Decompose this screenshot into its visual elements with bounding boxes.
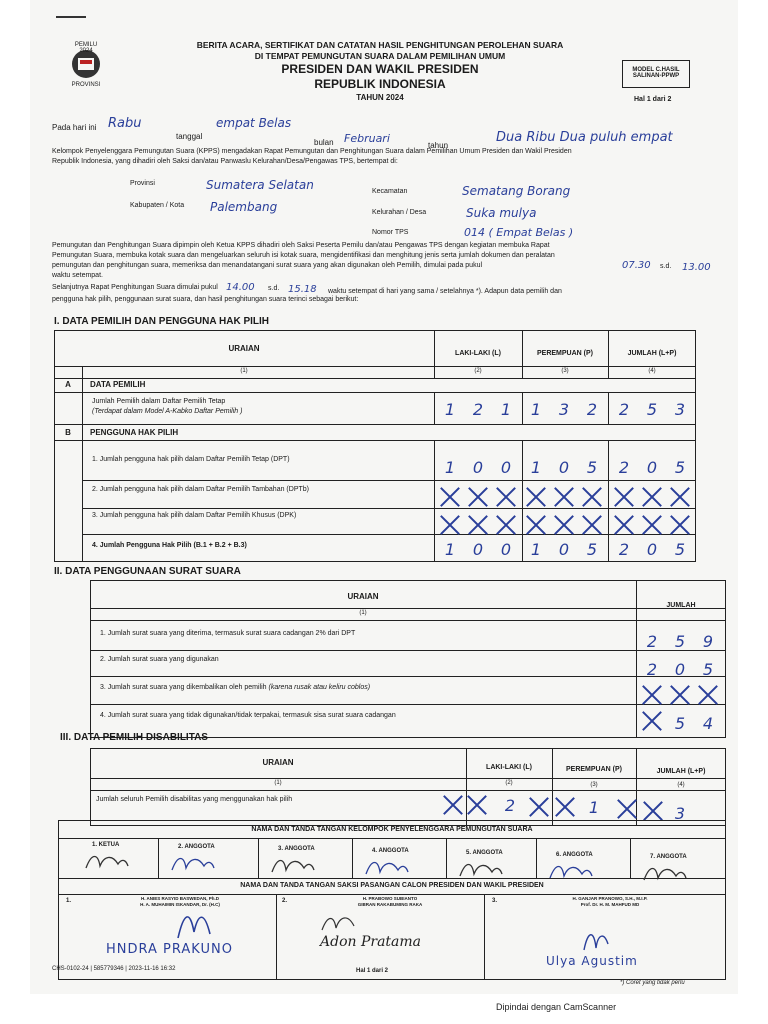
saksi-2-signature-icon (320, 912, 360, 934)
s2-cross-3 (697, 684, 719, 706)
title-line-5: TAHUN 2024 (356, 93, 404, 102)
provinsi-value: Sumatera Selatan (206, 178, 314, 192)
row-b1-digit-8: 0 (646, 458, 658, 477)
row-b1-digit-6: 5 (586, 458, 598, 477)
row-b3-cross-9 (669, 514, 691, 536)
row-b2-cross-5 (553, 486, 575, 508)
saksi-title: NAMA DAN TANDA TANGAN SAKSI PASANGAN CALON PRESIDEN DAN WAKIL PRESIDEN (240, 882, 544, 889)
row-b2-text: 2. Jumlah pengguna hak pilih dalam Daftar Pemilih Tambahan (DPTb) (92, 486, 309, 493)
row-b1-digit-9: 5 (674, 458, 686, 477)
hari-value: Rabu (108, 116, 142, 131)
row-a-text-2: (Terdapat dalam Model A-Kabko Daftar Pemilih ) (92, 408, 243, 415)
saksi-3-pair-a: H. GANJAR PRANOWO, S.H., M.I.P. (572, 896, 648, 901)
kpps-column-divider-4 (446, 838, 447, 878)
kpps-signature-icon-2 (168, 852, 218, 876)
row-b-letter: B (65, 428, 71, 437)
kpps-signature-icon-1 (82, 850, 132, 874)
row-b2-cross-6 (581, 486, 603, 508)
s2-row-1-digit-3: 9 (702, 632, 714, 651)
kelurahan-value: Suka mulya (466, 206, 537, 220)
s2-row-3-italic: (karena rusak atau keliru coblos) (268, 684, 371, 691)
time-end-2: 15.18 (288, 284, 317, 295)
saksi-3-signature-icon (580, 928, 610, 954)
saksi-2-num: 2. (282, 898, 288, 904)
body-p1: Pemungutan dan Penghitungan Suara dipimpin oleh Ketua KPPS dihadiri oleh Saksi Peserta Pemilu dan/atau Pengawas TPS dengan kegiatan membuka Rapat (52, 242, 550, 249)
kpps-signature-icon-6 (546, 860, 596, 884)
intro-para-2: Republik Indonesia, yang dihadiri oleh Saksi dan/atau Panwaslu Kelurahan/Desa/Pengawas TPS, bertempat di: (52, 158, 398, 165)
s1-laki-header: LAKI-LAKI (L) (455, 350, 501, 357)
time-end-1: 13.00 (682, 262, 711, 273)
model-line-1: MODEL C.HASIL (632, 67, 680, 73)
row-a-digit-9: 3 (674, 400, 686, 419)
row-b1-digit-1: 1 (444, 458, 456, 477)
saksi-1-pair-a: H. ANIES RASYID BASWEDAN, Ph.D (140, 896, 220, 901)
body-p4: waktu setempat. (52, 272, 103, 279)
s3-j-cross-2 (642, 800, 664, 822)
s3-p-cross-2 (554, 796, 576, 818)
saksi-1-name: HNDRA PRAKUNO (106, 942, 233, 957)
body-p2: Pemungutan Suara, membuka kotak suara dan mengeluarkan seluruh isi kotak suara, mengidentifikasi dan menghitung jenis serta jumlah dokumen dan peralatan (52, 252, 555, 259)
row-a-digit-7: 2 (618, 400, 630, 419)
top-dash (56, 16, 86, 18)
kpps-signature-icon-4 (362, 856, 412, 880)
model-box (622, 60, 690, 88)
row-b2-cross-7 (613, 486, 635, 508)
kpps-column-divider-5 (536, 838, 537, 878)
s3-col-1: (1) (274, 780, 282, 786)
row-b2-cross-3 (495, 486, 517, 508)
sd-1: s.d. (660, 263, 672, 270)
row-b1-digit-2: 0 (472, 458, 484, 477)
row-b4-digit-8: 0 (646, 540, 658, 559)
s2-row-4: 4. Jumlah surat suara yang tidak digunakan/tidak terpakai, termasuk sisa surat suara cadangan (100, 712, 396, 719)
row-b3-cross-4 (525, 514, 547, 536)
title-line-1: BERITA ACARA, SERTIFIKAT DAN CATATAN HASIL PENGHITUNGAN PEROLEHAN SUARA (196, 40, 564, 50)
s2-row-2-digit-1: 2 (646, 660, 658, 679)
footer-page: Hal 1 dari 2 (356, 968, 389, 974)
row-b2-cross-1 (439, 486, 461, 508)
row-a-title: DATA PEMILIH (90, 380, 146, 389)
kabkota-label: Kabupaten / Kota (130, 202, 185, 209)
row-b4-text: 4. Jumlah Pengguna Hak Pilih (B.1 + B.2 + B.3) (92, 542, 247, 549)
title-line-4: REPUBLIK INDONESIA (314, 77, 446, 91)
kpps-signature-icon-3 (268, 854, 318, 878)
s2-row-3 (100, 684, 370, 691)
row-b4-digit-1: 1 (444, 540, 456, 559)
kecamatan-value: Sematang Borang (462, 184, 571, 198)
s2-row-4-digit-2: 4 (702, 714, 714, 733)
row-b1-digit-4: 1 (530, 458, 542, 477)
s3-l-cross-1 (442, 794, 464, 816)
s2-row-2-digit-3: 5 (702, 660, 714, 679)
row-b3-cross-1 (439, 514, 461, 536)
s1-uraian-header: URAIAN (228, 344, 260, 353)
form-sheet (30, 0, 738, 994)
section-1-title: I. DATA PEMILIH DAN PENGGUNA HAK PILIH (54, 316, 269, 327)
kpps-member-label-6: 6. ANGGOTA (556, 852, 593, 858)
row-a-digit-8: 5 (646, 400, 658, 419)
tanggal-value: empat Belas (216, 116, 292, 130)
kpps-column-divider-1 (158, 838, 159, 878)
kpps-column-divider-3 (352, 838, 353, 878)
kpps-member-label-4: 4. ANGGOTA (372, 848, 409, 854)
title-line-3: PRESIDEN DAN WAKIL PRESIDEN (281, 62, 479, 76)
row-b4-digit-3: 0 (500, 540, 512, 559)
row-b3-text: 3. Jumlah pengguna hak pilih dalam Daftar Pemilih Khusus (DPK) (92, 512, 297, 519)
kpps-title: NAMA DAN TANDA TANGAN KELOMPOK PENYELENGGARA PEMUNGUTAN SUARA (251, 826, 533, 833)
s3-uraian-header: URAIAN (262, 758, 294, 767)
row-a-text: Jumlah Pemilih dalam Daftar Pemilih Tetap (92, 398, 226, 405)
section-3-title: III. DATA PEMILIH DISABILITAS (60, 732, 208, 743)
s1-jumlah-header: JUMLAH (L+P) (627, 350, 677, 357)
kelurahan-label: Kelurahan / Desa (372, 209, 427, 216)
logo-sub: PROVINSI (71, 82, 101, 88)
s1-perempuan-header: PEREMPUAN (P) (536, 350, 593, 357)
s2-row-3-text: 3. Jumlah surat suara yang dikembalikan oleh pemilih (100, 684, 267, 691)
saksi-3-num: 3. (492, 898, 498, 904)
tahun-value: Dua Ribu Dua puluh empat (496, 130, 673, 145)
row-b2-cross-4 (525, 486, 547, 508)
row-a-digit-3: 1 (500, 400, 512, 419)
row-b3-cross-5 (553, 514, 575, 536)
time-start-1: 07.30 (622, 260, 651, 271)
s3-j-value: 3 (674, 804, 686, 823)
row-b4-digit-2: 0 (472, 540, 484, 559)
row-b3-cross-8 (641, 514, 663, 536)
s3-laki-header: LAKI-LAKI (L) (486, 764, 532, 771)
s2-cross-1 (641, 684, 663, 706)
s1-col-2: (2) (474, 368, 482, 374)
kecamatan-label: Kecamatan (372, 188, 408, 195)
tps-label: Nomor TPS (372, 229, 409, 236)
kpps-member-label-3: 3. ANGGOTA (278, 846, 315, 852)
model-line-2: SALINAN-PPWP (632, 73, 680, 79)
kabkota-value: Palembang (210, 200, 278, 214)
s3-jumlah-header: JUMLAH (L+P) (656, 768, 706, 775)
saksi-1-signature-icon (170, 904, 220, 944)
saksi-2-pair-b: GIBRAN RAKABUMING RAKA (357, 902, 423, 907)
saksi-1-num: 1. (66, 898, 72, 904)
kpps-column-divider-6 (630, 838, 631, 878)
row-b1-text: 1. Jumlah pengguna hak pilih dalam Daftar Pemilih Tetap (DPT) (92, 456, 290, 463)
saksi-1-pair-b: H. A. MUHAIMIN ISKANDAR, Dr. (H.C) (140, 902, 220, 907)
time-start-2: 14.00 (226, 282, 255, 293)
title-line-2: DI TEMPAT PEMUNGUTAN SUARA DALAM PEMILIHAN UMUM (254, 51, 506, 61)
s2-row-2: 2. Jumlah surat suara yang digunakan (100, 656, 219, 663)
logo-text: PEMILU 2024 (74, 42, 98, 54)
footer-code: CHS-0102-24 | 585779346 | 2023-11-16 16:32 (52, 966, 176, 972)
s3-l-cross-2 (466, 794, 488, 816)
sd-2: s.d. (268, 285, 280, 292)
saksi-2-name: Adon Pratama (320, 934, 422, 950)
tanggal-label: tanggal (176, 132, 203, 141)
saksi-2-pair-a: H. PRABOWO SUBIANTO (362, 896, 418, 901)
s3-p-cross-1 (528, 796, 550, 818)
tps-value: 014 ( Empat Belas ) (464, 226, 574, 239)
row-b4-digit-4: 1 (530, 540, 542, 559)
s2-uraian-header: URAIAN (347, 592, 379, 601)
kpps-column-divider-2 (258, 838, 259, 878)
section-2-title: II. DATA PENGGUNAAN SURAT SUARA (54, 566, 241, 577)
row-a-digit-1: 1 (444, 400, 456, 419)
s3-col-4: (4) (677, 782, 685, 788)
s2-row-1: 1. Jumlah surat suara yang diterima, termasuk surat suara cadangan 2% dari DPT (100, 630, 356, 637)
row-b1-digit-3: 0 (500, 458, 512, 477)
s1-col-4: (4) (648, 368, 656, 374)
row-b3-cross-6 (581, 514, 603, 536)
s1-col-1: (1) (240, 368, 248, 374)
camscanner-watermark: Dipindai dengan CamScanner (496, 1002, 617, 1012)
kpps-member-label-5: 5. ANGGOTA (466, 850, 503, 856)
row-a-digit-5: 3 (558, 400, 570, 419)
row-b4-digit-6: 5 (586, 540, 598, 559)
pada-hari-ini-label: Pada hari ini (52, 123, 97, 132)
kpps-member-label-7: 7. ANGGOTA (650, 854, 687, 860)
row-a-digit-4: 1 (530, 400, 542, 419)
s2-row-1-digit-2: 5 (674, 632, 686, 651)
provinsi-label: Provinsi (130, 180, 155, 187)
kpu-logo (66, 42, 106, 90)
body-p3: pemungutan dan penghitungan suara, memeriksa dan menandatangani surat suara yang akan digunakan oleh Pemilih, dimulai pada pukul (52, 262, 483, 269)
row-b4-digit-9: 5 (674, 540, 686, 559)
kpps-member-label-1: 1. KETUA (92, 842, 120, 848)
saksi-3-name: Ulya Agustim (546, 954, 638, 968)
s3-perempuan-header: PEREMPUAN (P) (565, 766, 622, 773)
row-b2-cross-8 (641, 486, 663, 508)
s2-cross-4 (641, 710, 663, 732)
body-p6: pengguna hak pilih, penggunaan surat suara, dan hasil penghitungan suara terinci sebagai berikut: (52, 296, 359, 303)
s3-j-cross-1 (616, 798, 638, 820)
body-p5: Selanjutnya Rapat Penghitungan Suara dimulai pukul (52, 284, 218, 291)
page-indicator: Hal 1 dari 2 (634, 96, 672, 103)
bulan-value: Februari (344, 132, 390, 145)
body-p5b: waktu setempat di hari yang sama / setelahnya *). Adapun data pemilih dan (328, 288, 562, 295)
s3-col-3: (3) (590, 782, 598, 788)
s3-l-value: 2 (504, 796, 516, 815)
bulan-label: bulan (314, 138, 334, 147)
kpps-signature-icon-5 (456, 858, 506, 882)
row-b2-cross-9 (669, 486, 691, 508)
saksi-3-pair-b: Prof. Dr. H. M. MAHFUD MD (580, 902, 640, 907)
s2-col-1: (1) (359, 610, 367, 616)
row-b1-digit-7: 2 (618, 458, 630, 477)
s3-p-value: 1 (588, 798, 600, 817)
s2-row-4-digit-1: 5 (674, 714, 686, 733)
kpps-member-label-2: 2. ANGGOTA (178, 844, 215, 850)
row-b-title: PENGGUNA HAK PILIH (90, 428, 179, 437)
row-b3-cross-3 (495, 514, 517, 536)
s1-col-3: (3) (561, 368, 569, 374)
s3-col-2: (2) (505, 780, 513, 786)
row-b4-digit-5: 0 (558, 540, 570, 559)
row-a-digit-6: 2 (586, 400, 598, 419)
row-b4-digit-7: 2 (618, 540, 630, 559)
footer-note: *) Coret yang tidak perlu (620, 980, 685, 986)
row-b2-cross-2 (467, 486, 489, 508)
row-b3-cross-7 (613, 514, 635, 536)
s2-cross-2 (669, 684, 691, 706)
s2-row-2-digit-2: 0 (674, 660, 686, 679)
s3-row: Jumlah seluruh Pemilih disabilitas yang menggunakan hak pilih (96, 796, 293, 803)
s2-jumlah-header: JUMLAH (666, 602, 696, 609)
tahun-label: tahun (428, 141, 449, 150)
intro-para-1: Kelompok Penyelenggara Pemungutan Suara (KPPS) mengadakan Rapat Pemungutan dan Penghitungan Suara dalam Pemilihan Umum Presiden dan Wakil Presiden (52, 148, 572, 155)
row-a-letter: A (65, 380, 71, 389)
row-a-digit-2: 2 (472, 400, 484, 419)
s2-row-1-digit-1: 2 (646, 632, 658, 651)
row-b3-cross-2 (467, 514, 489, 536)
row-b1-digit-5: 0 (558, 458, 570, 477)
